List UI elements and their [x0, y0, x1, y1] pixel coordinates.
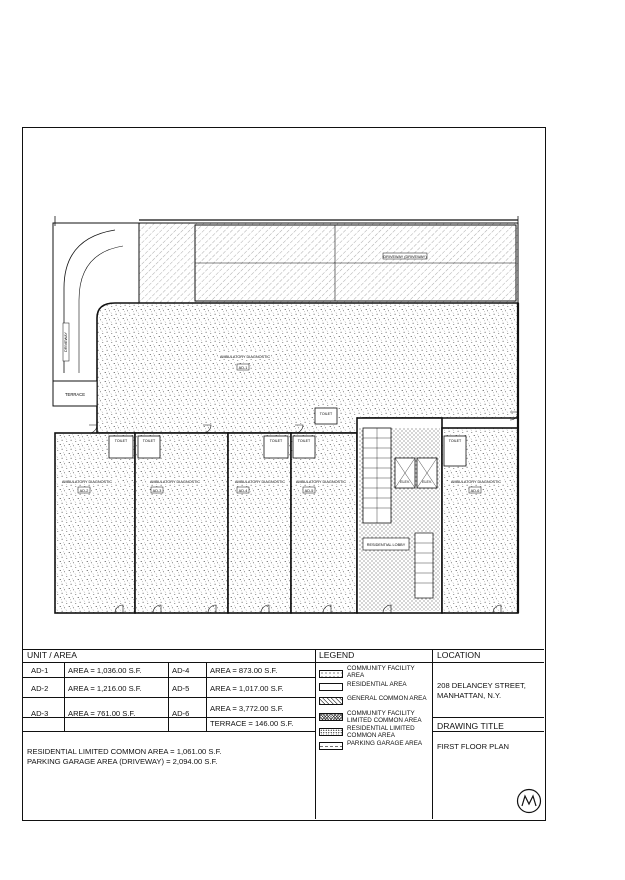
- elevator-label: ELEV.: [400, 480, 410, 484]
- legend-label: RESIDENTIAL AREA: [347, 681, 407, 688]
- table-col-rule: [64, 662, 65, 732]
- legend-location-divider: [433, 662, 544, 663]
- parking-garage-area-note: PARKING GARAGE AREA (DRIVEWAY) = 2,094.00 S.F.: [27, 757, 218, 766]
- legend-swatch-cf-limited-common: [319, 713, 343, 721]
- location-left-border: [432, 649, 433, 819]
- toilet-label: TOILET: [319, 412, 333, 416]
- unit-area: AREA = 761.00 S.F.: [68, 709, 136, 718]
- legend-swatch-general-common: [319, 697, 343, 705]
- legend-swatch-residential-limited-common: [319, 728, 343, 736]
- unit-header-rule: [23, 662, 316, 663]
- drawing-title-value: FIRST FLOOR PLAN: [437, 742, 510, 751]
- legend-label: RESIDENTIAL LIMITED COMMON AREA: [347, 725, 415, 739]
- location-line-1: 208 DELANCEY STREET,: [437, 681, 526, 690]
- unit-area: AREA = 1,036.00 S.F.: [68, 666, 142, 675]
- room-label: AMBULATORY DIAGNOSTIC: [149, 480, 201, 484]
- unit-ad-1: [55, 433, 135, 613]
- main-corridor: [97, 303, 518, 433]
- floor-plan: [23, 128, 547, 648]
- logo-icon: [516, 788, 542, 814]
- legend-swatch-residential: [319, 683, 343, 691]
- unit-area: AREA = 1,017.00 S.F.: [210, 684, 284, 693]
- residential-common-area-note: RESIDENTIAL LIMITED COMMON AREA = 1,061.00 S.F.: [27, 747, 222, 756]
- unit-id: AD-1: [31, 666, 49, 675]
- toilet-label: TOILET: [114, 439, 128, 443]
- table-col-rule: [206, 662, 207, 732]
- unit-id: AD-3: [31, 709, 49, 718]
- location-value-rule: [433, 717, 544, 718]
- room-tag: AD-1: [238, 366, 248, 370]
- room-tag: AD-3: [152, 489, 162, 493]
- table-col-rule: [168, 662, 169, 732]
- residential-lobby-label: RESIDENTIAL LOBBY: [366, 543, 406, 547]
- unit-id: AD-6: [172, 709, 190, 718]
- driveway-lower-label: DRIVEWAY (DRIVEWAY): [383, 255, 427, 259]
- table-row-rule: [23, 697, 315, 698]
- toilet-label: TOILET: [142, 439, 156, 443]
- unit-ad-2: [135, 433, 228, 613]
- drawing-sheet: [22, 127, 546, 821]
- unit-area: AREA = 1,216.00 S.F.: [68, 684, 142, 693]
- unit-id: AD-5: [172, 684, 190, 693]
- unit-area: AREA = 873.00 S.F.: [210, 666, 278, 675]
- unit-ad-4: [291, 433, 357, 613]
- location-header: LOCATION: [437, 650, 481, 660]
- elevator-label: ELEV.: [422, 480, 432, 484]
- drawing-title-header: DRAWING TITLE: [437, 721, 504, 731]
- unit-area: AREA = 3,772.00 S.F.: [210, 704, 284, 713]
- room-label: AMBULATORY DIAGNOSTIC: [295, 480, 347, 484]
- legend-label: GENERAL COMMON AREA: [347, 695, 427, 702]
- room-label: AMBULATORY DIAGNOSTIC: [234, 480, 286, 484]
- drawing-title-rule: [433, 731, 544, 732]
- room-label: AMBULATORY DIAGNOSTIC: [61, 480, 113, 484]
- room-tag: AD-6: [470, 489, 480, 493]
- unit-area-header: UNIT / AREA: [27, 650, 77, 660]
- driveway-label: DRIVEWAY: [64, 332, 68, 352]
- room-label: AMBULATORY DIAGNOSTIC: [219, 355, 271, 359]
- legend-left-border: [315, 649, 316, 819]
- room-tag: AD-4: [238, 489, 248, 493]
- location-line-2: MANHATTAN, N.Y.: [437, 691, 502, 700]
- toilet-label: TOILET: [297, 439, 311, 443]
- terrace-label: TERRACE: [64, 392, 86, 397]
- legend-label: PARKING GARAGE AREA: [347, 740, 423, 747]
- toilet-label: TOILET: [269, 439, 283, 443]
- table-row-rule: [23, 717, 315, 718]
- legend-header: LEGEND: [319, 650, 355, 660]
- table-row-rule: [23, 677, 315, 678]
- legend-swatch-parking-garage: [319, 742, 343, 750]
- table-row-rule: [23, 731, 315, 732]
- unit-ad-3: [228, 433, 291, 613]
- legend-label: COMMUNITY FACILITY AREA: [347, 665, 415, 679]
- toilet-label: TOILET: [448, 439, 462, 443]
- legend-label: COMMUNITY FACILITY LIMITED COMMON AREA: [347, 710, 422, 724]
- room-label: AMBULATORY DIAGNOSTIC: [450, 480, 502, 484]
- unit-id: AD-2: [31, 684, 49, 693]
- legend-header-rule: [316, 662, 433, 663]
- terrace-area: TERRACE = 146.00 S.F.: [210, 719, 294, 728]
- room-tag: AD-2: [79, 489, 89, 493]
- room-tag: AD-5: [304, 489, 314, 493]
- unit-id: AD-4: [172, 666, 190, 675]
- legend-swatch-community-facility: [319, 670, 343, 678]
